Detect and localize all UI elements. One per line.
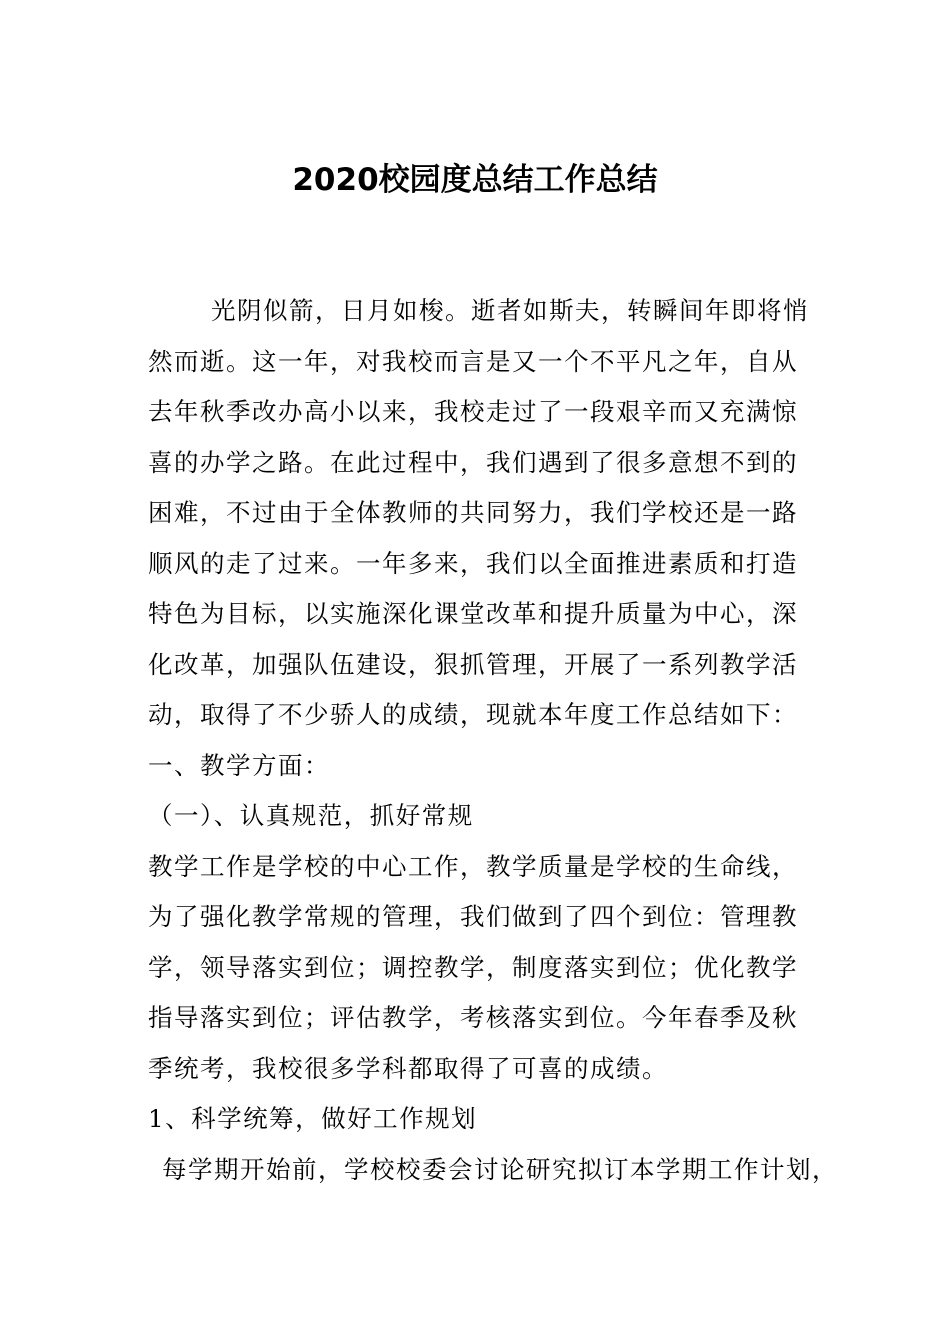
paragraph-line: 去年秋季改办高小以来，我校走过了一段艰辛而又充满惊	[148, 397, 798, 426]
paragraph-line: 动，取得了不少骄人的成绩，现就本年度工作总结如下：	[148, 700, 798, 729]
paragraph-line: 顺风的走了过来。一年多来，我们以全面推进素质和打造	[148, 548, 798, 578]
paragraph-line: 困难，不过由于全体教师的共同努力，我们学校还是一路	[148, 498, 798, 527]
paragraph-line: 喜的办学之路。在此过程中，我们遇到了很多意想不到的	[148, 447, 798, 477]
paragraph-line: 为了强化教学常规的管理，我们做到了四个到位：管理教	[148, 902, 798, 931]
paragraph-line: 季统考，我校很多学科都取得了可喜的成绩。	[148, 1053, 668, 1083]
paragraph-line: 光阴似箭，日月如梭。逝者如斯夫，转瞬间年即将悄	[211, 296, 809, 325]
paragraph-line: 学，领导落实到位；调控教学，制度落实到位；优化教学	[148, 952, 798, 982]
paragraph-line: 特色为目标，以实施深化课堂改革和提升质量为中心，深	[148, 599, 798, 628]
paragraph-line: 教学工作是学校的中心工作，教学质量是学校的生命线，	[148, 851, 798, 881]
section-heading: 一、教学方面：	[148, 750, 330, 780]
document-body	[148, 286, 838, 1195]
paragraph-line: 每学期开始前，学校校委会讨论研究拟订本学期工作计划，	[162, 1154, 838, 1184]
paragraph-line: 然而逝。这一年，对我校而言是又一个不平凡之年，自从	[148, 346, 798, 376]
item-heading: 1、科学统筹，做好工作规划	[148, 1104, 478, 1133]
paragraph-line: 指导落实到位；评估教学，考核落实到位。今年春季及秋	[148, 1003, 798, 1032]
document-title: 2020校园度总结工作总结	[292, 162, 658, 198]
subsection-heading: （一）、认真规范，抓好常规	[148, 801, 474, 830]
paragraph-line: 化改革，加强队伍建设，狠抓管理，开展了一系列教学活	[148, 649, 798, 679]
